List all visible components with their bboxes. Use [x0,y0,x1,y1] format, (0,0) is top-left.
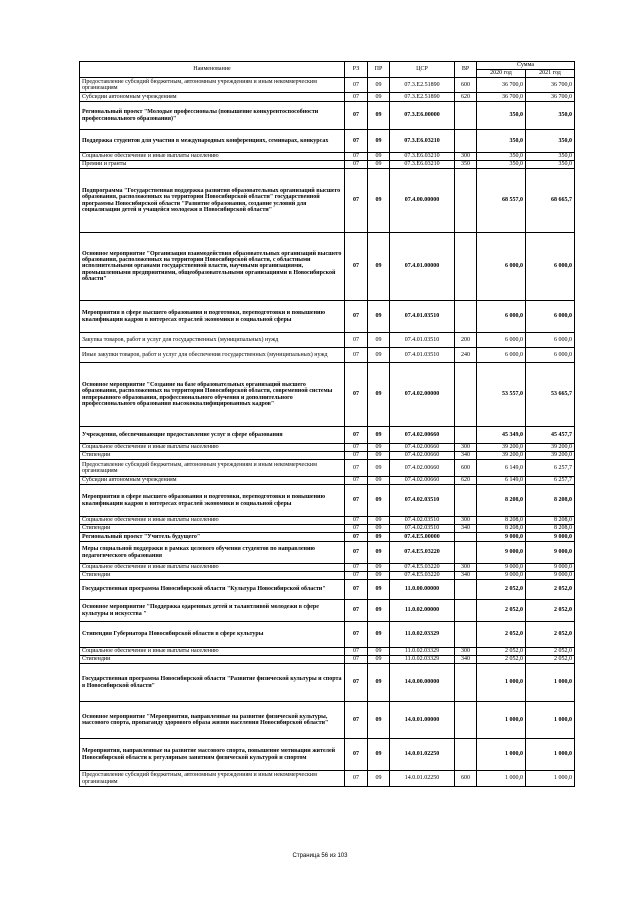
row-pr-cell: 09 [368,664,390,702]
row-rz-cell: 07 [345,477,368,485]
row-name-cell: Премии и гранты [80,161,345,169]
row-pr-cell: 09 [368,233,390,301]
row-sum-2020-cell: 2 052,0 [477,580,526,600]
row-csr-cell: 11.0.02.03329 [390,622,455,648]
row-csr-cell: 07.3.E2.51890 [390,78,455,93]
row-sum-2020-cell: 39 200,0 [477,444,526,452]
row-name-cell: Государственная программа Новосибирской области "Развитие физической культуры и спорта в Новосибирской области" [80,664,345,702]
row-sum-2020-cell: 2 052,0 [477,648,526,656]
table-row [80,363,575,427]
row-sum-2020-cell: 350,0 [477,153,526,161]
row-name-cell: Предоставление субсидий бюджетным, автономным учреждениям и иным некоммерческим организациям [80,78,345,93]
row-pr-cell: 09 [368,572,390,580]
row-csr-cell: 07.4.02.03510 [390,517,455,525]
table-row [80,169,575,233]
row-vr-cell: 340 [455,656,477,664]
table-row [80,564,575,572]
row-vr-cell: 300 [455,648,477,656]
row-rz-cell: 07 [345,333,368,348]
row-sum-2020-cell: 9 000,0 [477,564,526,572]
row-sum-2021-cell: 6 000,0 [526,348,575,363]
row-name-cell: Основное мероприятие "Организация взаимодействия образовательных организаций высшего образования, расположенных на территории Новосибирской области, с областными исполнительными органами государственной власти, научными организациями, промышленными предприятиями, общеобразовательными организациями в Новосибирской области" [80,233,345,301]
row-pr-cell: 09 [368,533,390,542]
row-sum-2021-cell: 45 457,7 [526,427,575,444]
row-pr-cell: 09 [368,525,390,533]
row-sum-2020-cell: 6 149,0 [477,460,526,477]
row-name-cell: Региональный проект "Учитель будущего" [80,533,345,542]
row-pr-cell: 09 [368,771,390,787]
row-name-cell: Государственная программа Новосибирской области "Культура Новосибирской области" [80,580,345,600]
row-vr-cell [455,622,477,648]
row-sum-2020-cell: 350,0 [477,130,526,153]
row-vr-cell [455,233,477,301]
table-row [80,348,575,363]
row-csr-cell: 07.4.E5.03220 [390,542,455,564]
row-sum-2020-cell: 6 000,0 [477,233,526,301]
row-name-cell: Мероприятия в сфере высшего образования и подготовки, переподготовки и повышению квалификации кадров в интересах отраслей экономики и социальной сферы [80,485,345,517]
row-name-cell: Социальное обеспечение и иные выплаты населению [80,517,345,525]
row-rz-cell: 07 [345,542,368,564]
row-name-cell: Социальное обеспечение и иные выплаты населению [80,564,345,572]
row-pr-cell: 09 [368,444,390,452]
row-csr-cell: 07.3.E6.03210 [390,130,455,153]
row-csr-cell: 07.4.E5.03220 [390,572,455,580]
row-rz-cell: 07 [345,739,368,771]
row-sum-2021-cell: 9 000,0 [526,542,575,564]
row-name-cell: Предоставление субсидий бюджетным, автономным учреждениям и иным некоммерческим организациям [80,460,345,477]
row-csr-cell: 07.3.E6.00000 [390,102,455,130]
row-pr-cell: 09 [368,102,390,130]
row-rz-cell: 07 [345,348,368,363]
row-sum-2021-cell: 36 700,0 [526,78,575,93]
row-pr-cell: 09 [368,427,390,444]
table-body [80,78,575,787]
row-rz-cell: 07 [345,525,368,533]
row-rz-cell: 07 [345,444,368,452]
row-csr-cell: 07.4.02.00660 [390,460,455,477]
row-csr-cell: 07.4.01.03510 [390,333,455,348]
table-row [80,93,575,102]
row-sum-2021-cell: 6 000,0 [526,333,575,348]
row-sum-2021-cell: 8 208,0 [526,517,575,525]
row-name-cell: Региональный проект "Молодые профессионалы (повышение конкурентоспособности профессионального образования)" [80,102,345,130]
row-rz-cell: 07 [345,130,368,153]
row-rz-cell: 07 [345,656,368,664]
row-name-cell: Закупка товаров, работ и услуг для государственных (муниципальных) нужд [80,333,345,348]
row-rz-cell: 07 [345,427,368,444]
budget-table [79,61,575,787]
header-name: Наименование [80,62,345,78]
row-rz-cell: 07 [345,78,368,93]
row-csr-cell: 14.0.00.00000 [390,664,455,702]
row-rz-cell: 07 [345,233,368,301]
row-pr-cell: 09 [368,517,390,525]
row-sum-2021-cell: 6 000,0 [526,233,575,301]
row-rz-cell: 07 [345,517,368,525]
row-sum-2021-cell: 2 052,0 [526,656,575,664]
header-vr: ВР [455,62,477,78]
row-vr-cell: 600 [455,460,477,477]
row-vr-cell [455,664,477,702]
row-sum-2020-cell: 8 208,0 [477,525,526,533]
row-name-cell: Субсидии автономным учреждениям [80,93,345,102]
row-rz-cell: 07 [345,161,368,169]
row-csr-cell: 07.3.E6.03210 [390,161,455,169]
row-vr-cell: 300 [455,153,477,161]
table-row [80,600,575,622]
row-pr-cell: 09 [368,130,390,153]
row-pr-cell: 09 [368,348,390,363]
row-sum-2021-cell: 39 200,0 [526,444,575,452]
table-row [80,460,575,477]
row-sum-2021-cell: 6 257,7 [526,477,575,485]
row-vr-cell [455,702,477,739]
table-row [80,452,575,460]
table-row [80,771,575,787]
row-vr-cell: 200 [455,333,477,348]
row-sum-2021-cell: 350,0 [526,161,575,169]
row-sum-2020-cell: 39 200,0 [477,452,526,460]
row-pr-cell: 09 [368,580,390,600]
header-2020: 2020 год [477,70,526,78]
row-sum-2020-cell: 9 000,0 [477,533,526,542]
row-vr-cell: 620 [455,93,477,102]
row-rz-cell: 07 [345,580,368,600]
row-rz-cell: 07 [345,485,368,517]
row-csr-cell: 07.4.01.00000 [390,233,455,301]
table-header [80,62,575,78]
row-vr-cell: 340 [455,525,477,533]
row-sum-2020-cell: 6 000,0 [477,333,526,348]
row-name-cell: Социальное обеспечение и иные выплаты населению [80,444,345,452]
row-name-cell: Стипендии [80,572,345,580]
row-csr-cell: 07.4.E5.03220 [390,564,455,572]
row-vr-cell [455,739,477,771]
row-rz-cell: 07 [345,533,368,542]
row-sum-2021-cell: 36 700,0 [526,93,575,102]
row-pr-cell: 09 [368,93,390,102]
row-name-cell: Меры социальной поддержки в рамках целевого обучения студентов по направлению педагогического образования [80,542,345,564]
row-csr-cell: 07.4.02.00660 [390,427,455,444]
row-name-cell: Стипендии [80,525,345,533]
row-csr-cell: 11.0.02.00000 [390,600,455,622]
row-rz-cell: 07 [345,93,368,102]
row-csr-cell: 07.4.E5.00000 [390,533,455,542]
row-csr-cell: 07.4.02.00660 [390,452,455,460]
row-pr-cell: 09 [368,161,390,169]
table-row [80,517,575,525]
row-rz-cell: 07 [345,702,368,739]
row-csr-cell: 07.4.02.00660 [390,477,455,485]
row-sum-2021-cell: 1 000,0 [526,702,575,739]
row-name-cell: Субсидии автономным учреждениям [80,477,345,485]
row-pr-cell: 09 [368,477,390,485]
row-pr-cell: 09 [368,153,390,161]
table-row [80,533,575,542]
row-pr-cell: 09 [368,600,390,622]
row-name-cell: Учреждения, обеспечивающие предоставление услуг в сфере образования [80,427,345,444]
row-sum-2020-cell: 6 149,0 [477,477,526,485]
row-name-cell: Мероприятия в сфере высшего образования и подготовки, переподготовки и повышению квалификации кадров в интересах отраслей экономики и социальной сферы [80,301,345,333]
row-sum-2021-cell: 6 257,7 [526,460,575,477]
row-sum-2020-cell: 45 349,0 [477,427,526,444]
row-rz-cell: 07 [345,102,368,130]
row-sum-2021-cell: 9 000,0 [526,564,575,572]
row-sum-2020-cell: 2 052,0 [477,656,526,664]
row-pr-cell: 09 [368,452,390,460]
row-sum-2021-cell: 8 208,0 [526,525,575,533]
row-sum-2021-cell: 9 000,0 [526,533,575,542]
table-row [80,525,575,533]
table-row [80,333,575,348]
row-sum-2020-cell: 6 000,0 [477,301,526,333]
row-name-cell: Социальное обеспечение и иные выплаты населению [80,648,345,656]
row-csr-cell: 07.4.02.00660 [390,444,455,452]
row-rz-cell: 07 [345,564,368,572]
row-csr-cell: 07.3.E2.51890 [390,93,455,102]
row-vr-cell [455,363,477,427]
header-pr: ПР [368,62,390,78]
row-vr-cell [455,533,477,542]
table-row [80,78,575,93]
row-csr-cell: 11.0.02.03329 [390,648,455,656]
row-name-cell: Стипендии [80,656,345,664]
row-pr-cell: 09 [368,622,390,648]
table-row [80,656,575,664]
row-sum-2020-cell: 9 000,0 [477,572,526,580]
row-sum-2021-cell: 2 052,0 [526,648,575,656]
row-rz-cell: 07 [345,771,368,787]
row-sum-2021-cell: 350,0 [526,130,575,153]
row-name-cell: Поддержка студентов для участия в международных конференциях, семинарах, конкурсах [80,130,345,153]
table-row [80,622,575,648]
table-row [80,444,575,452]
table-row [80,427,575,444]
row-csr-cell: 07.4.02.00000 [390,363,455,427]
row-sum-2020-cell: 350,0 [477,102,526,130]
table-row [80,233,575,301]
table-row [80,648,575,656]
row-sum-2020-cell: 2 052,0 [477,622,526,648]
row-rz-cell: 07 [345,153,368,161]
row-sum-2021-cell: 2 052,0 [526,580,575,600]
header-sum: Сумма [477,62,575,70]
row-csr-cell: 11.0.00.00000 [390,580,455,600]
row-sum-2021-cell: 6 000,0 [526,301,575,333]
row-sum-2020-cell: 2 052,0 [477,600,526,622]
table-row [80,739,575,771]
row-csr-cell: 14.0.01.00000 [390,702,455,739]
row-vr-cell [455,427,477,444]
row-csr-cell: 07.4.01.03510 [390,301,455,333]
row-rz-cell: 07 [345,572,368,580]
row-sum-2021-cell: 9 000,0 [526,572,575,580]
row-sum-2021-cell: 1 000,0 [526,664,575,702]
table-row [80,477,575,485]
row-pr-cell: 09 [368,169,390,233]
row-name-cell: Стипендия Губернатора Новосибирской области в сфере культуры [80,622,345,648]
row-sum-2021-cell: 68 665,7 [526,169,575,233]
row-sum-2020-cell: 36 700,0 [477,93,526,102]
row-csr-cell: 11.0.02.03329 [390,656,455,664]
row-sum-2020-cell: 9 000,0 [477,542,526,564]
row-sum-2020-cell: 8 208,0 [477,517,526,525]
row-pr-cell: 09 [368,460,390,477]
row-vr-cell [455,542,477,564]
row-pr-cell: 09 [368,485,390,517]
table-row [80,153,575,161]
row-pr-cell: 09 [368,564,390,572]
row-sum-2020-cell: 36 700,0 [477,78,526,93]
table-row [80,702,575,739]
row-rz-cell: 07 [345,452,368,460]
row-csr-cell: 14.0.01.02250 [390,771,455,787]
row-sum-2021-cell: 2 052,0 [526,622,575,648]
row-sum-2020-cell: 1 000,0 [477,771,526,787]
row-rz-cell: 07 [345,664,368,702]
row-vr-cell [455,600,477,622]
row-rz-cell: 07 [345,363,368,427]
row-name-cell: Предоставление субсидий бюджетным, автономным учреждениям и иным некоммерческим организациям [80,771,345,787]
row-pr-cell: 09 [368,363,390,427]
row-vr-cell: 340 [455,572,477,580]
row-csr-cell: 07.3.E6.03210 [390,153,455,161]
row-rz-cell: 07 [345,648,368,656]
row-vr-cell [455,301,477,333]
row-sum-2021-cell: 350,0 [526,153,575,161]
row-name-cell: Подпрограмма "Государственная поддержка развития образовательных организаций высшего образования, расположенных на территории Новосибирской области" государственной программы Новосибирской области "Развитие образования, создание условий для социализации детей и учащейся молодежи в Новосибирской области" [80,169,345,233]
row-vr-cell: 600 [455,771,477,787]
row-vr-cell [455,485,477,517]
table-row [80,301,575,333]
table-row [80,580,575,600]
row-vr-cell [455,130,477,153]
row-sum-2021-cell: 53 665,7 [526,363,575,427]
row-sum-2020-cell: 350,0 [477,161,526,169]
row-vr-cell [455,169,477,233]
row-sum-2020-cell: 68 557,0 [477,169,526,233]
row-vr-cell: 340 [455,452,477,460]
row-pr-cell: 09 [368,542,390,564]
header-csr: ЦСР [390,62,455,78]
row-sum-2020-cell: 1 000,0 [477,739,526,771]
table-row [80,102,575,130]
row-name-cell: Основное мероприятие "Поддержка одаренных детей и талантливой молодежи в сфере культуры и искусства " [80,600,345,622]
row-sum-2021-cell: 8 208,0 [526,485,575,517]
row-csr-cell: 07.4.00.00000 [390,169,455,233]
row-csr-cell: 07.4.02.03510 [390,485,455,517]
row-csr-cell: 07.4.02.03510 [390,525,455,533]
page-number: Страница 56 из 103 [292,853,348,859]
row-name-cell: Основное мероприятие "Мероприятия, направленные на развитие физической культуры, массового спорта, пропаганду здорового образа жизни населения Новосибирской области" [80,702,345,739]
row-vr-cell [455,102,477,130]
row-name-cell: Основное мероприятие "Создание на базе образовательных организаций высшего образования, расположенных на территории Новосибирской области, современной системы непрерывного образования, профессионального обучения и дополнительного профессионального образования высококвалифицированных кадров" [80,363,345,427]
row-vr-cell: 620 [455,477,477,485]
row-rz-cell: 07 [345,460,368,477]
row-rz-cell: 07 [345,301,368,333]
row-vr-cell: 300 [455,564,477,572]
row-sum-2020-cell: 53 557,0 [477,363,526,427]
row-sum-2021-cell: 350,0 [526,102,575,130]
row-vr-cell [455,580,477,600]
row-sum-2021-cell: 1 000,0 [526,771,575,787]
row-name-cell: Мероприятия, направленные на развитие массового спорта, повышение мотивации жителей Новосибирской области к регулярным занятиям физической культурой и спортом [80,739,345,771]
row-sum-2020-cell: 6 000,0 [477,348,526,363]
row-vr-cell: 350 [455,161,477,169]
row-name-cell: Социальное обеспечение и иные выплаты населению [80,153,345,161]
row-sum-2020-cell: 1 000,0 [477,664,526,702]
row-csr-cell: 07.4.01.03510 [390,348,455,363]
row-sum-2020-cell: 8 208,0 [477,485,526,517]
row-pr-cell: 09 [368,702,390,739]
row-sum-2021-cell: 39 200,0 [526,452,575,460]
row-rz-cell: 07 [345,622,368,648]
row-pr-cell: 09 [368,78,390,93]
header-2021: 2021 год [526,70,575,78]
row-csr-cell: 14.0.01.02250 [390,739,455,771]
row-pr-cell: 09 [368,333,390,348]
table-row [80,130,575,153]
row-name-cell: Иные закупки товаров, работ и услуг для обеспечения государственных (муниципальных) нужд [80,348,345,363]
table-row [80,485,575,517]
row-sum-2020-cell: 1 000,0 [477,702,526,739]
row-sum-2021-cell: 2 052,0 [526,600,575,622]
row-name-cell: Стипендии [80,452,345,460]
row-vr-cell: 300 [455,517,477,525]
row-sum-2021-cell: 1 000,0 [526,739,575,771]
row-vr-cell: 240 [455,348,477,363]
row-pr-cell: 09 [368,656,390,664]
row-vr-cell: 300 [455,444,477,452]
table-row [80,664,575,702]
row-rz-cell: 07 [345,600,368,622]
table-row [80,542,575,564]
table-row [80,161,575,169]
table-row [80,572,575,580]
row-rz-cell: 07 [345,169,368,233]
row-pr-cell: 09 [368,301,390,333]
row-pr-cell: 09 [368,739,390,771]
header-rz: РЗ [345,62,368,78]
row-pr-cell: 09 [368,648,390,656]
row-vr-cell: 600 [455,78,477,93]
